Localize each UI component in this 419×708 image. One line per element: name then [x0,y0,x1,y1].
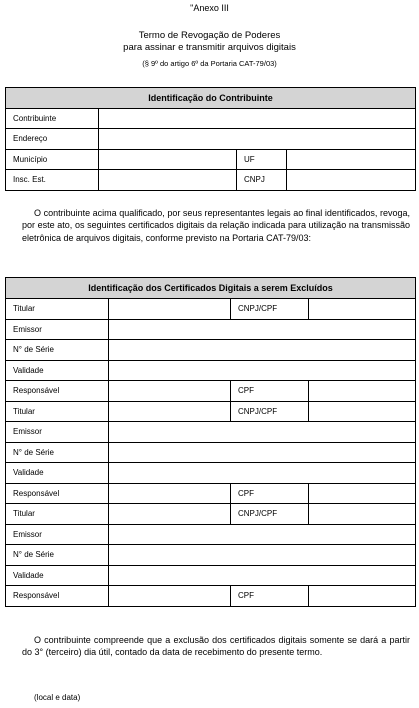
emissor-label: Emissor [6,524,109,545]
cpf-field[interactable] [309,586,416,607]
responsavel-field[interactable] [109,381,231,402]
cnpj-cpf-label: CNPJ/CPF [231,504,309,525]
effective-date-paragraph: O contribuinte compreende que a exclusão dos certificados digitais somente se dará a partir do 3° (terceiro) dia útil, contado da data de recebimento do presente termo. [22,635,410,658]
cpf-label: CPF [231,381,309,402]
cnpj-cpf-field[interactable] [309,504,416,525]
insc-est-label: Insc. Est. [6,170,99,191]
validade-field[interactable] [109,360,416,381]
titular-field[interactable] [109,401,231,422]
place-and-date: (local e data) [34,693,81,702]
certificates-table [5,277,416,607]
cnpj-cpf-label: CNPJ/CPF [231,401,309,422]
legal-reference: (§ 9º do artigo 6º da Portaria CAT-79/03) [142,59,277,68]
certificates-table-heading: Identificação dos Certificados Digitais a serem Excluídos [6,278,416,299]
uf-field[interactable] [287,149,416,170]
emissor-field[interactable] [109,422,416,443]
document-title: Termo de Revogação de Poderes [138,30,281,41]
municipio-field[interactable] [99,149,237,170]
cnpj-cpf-field[interactable] [309,401,416,422]
emissor-field[interactable] [109,524,416,545]
endereco-field[interactable] [99,129,416,150]
uf-label: UF [237,149,287,170]
responsavel-field[interactable] [109,586,231,607]
titular-label: Titular [6,299,109,320]
validade-label: Validade [6,463,109,484]
titular-field[interactable] [109,504,231,525]
responsavel-label: Responsável [6,381,109,402]
cnpj-field[interactable] [287,170,416,191]
serie-label: N° de Série [6,442,109,463]
cpf-field[interactable] [309,381,416,402]
validade-label: Validade [6,360,109,381]
titular-label: Titular [6,401,109,422]
emissor-label: Emissor [6,319,109,340]
cpf-label: CPF [231,483,309,504]
cpf-field[interactable] [309,483,416,504]
validade-field[interactable] [109,565,416,586]
titular-field[interactable] [109,299,231,320]
serie-field[interactable] [109,545,416,566]
emissor-label: Emissor [6,422,109,443]
validade-label: Validade [6,565,109,586]
endereco-label: Endereço [6,129,99,150]
validade-field[interactable] [109,463,416,484]
contribuinte-field[interactable] [99,108,416,129]
emissor-field[interactable] [109,319,416,340]
responsavel-field[interactable] [109,483,231,504]
responsavel-label: Responsável [6,483,109,504]
responsavel-label: Responsável [6,586,109,607]
taxpayer-table [5,87,416,191]
taxpayer-table-heading: Identificação do Contribuinte [6,88,416,109]
titular-label: Titular [6,504,109,525]
revocation-paragraph: O contribuinte acima qualificado, por seus representantes legais ao final identificados, revoga, por este ato, os seguintes certificados digitais da relação indicada para utilização na transmissão eletrônica de arquivos digitais, conforme previsto na Portaria CAT-79/03: [22,208,410,243]
serie-label: N° de Série [6,545,109,566]
cnpj-cpf-label: CNPJ/CPF [231,299,309,320]
cpf-label: CPF [231,586,309,607]
document-subtitle: para assinar e transmitir arquivos digitais [123,42,296,53]
cnpj-label: CNPJ [237,170,287,191]
contribuinte-label: Contribuinte [6,108,99,129]
serie-field[interactable] [109,442,416,463]
serie-label: N° de Série [6,340,109,361]
cnpj-cpf-field[interactable] [309,299,416,320]
municipio-label: Município [6,149,99,170]
serie-field[interactable] [109,340,416,361]
annex-label: "Anexo III [190,3,229,13]
insc-est-field[interactable] [99,170,237,191]
